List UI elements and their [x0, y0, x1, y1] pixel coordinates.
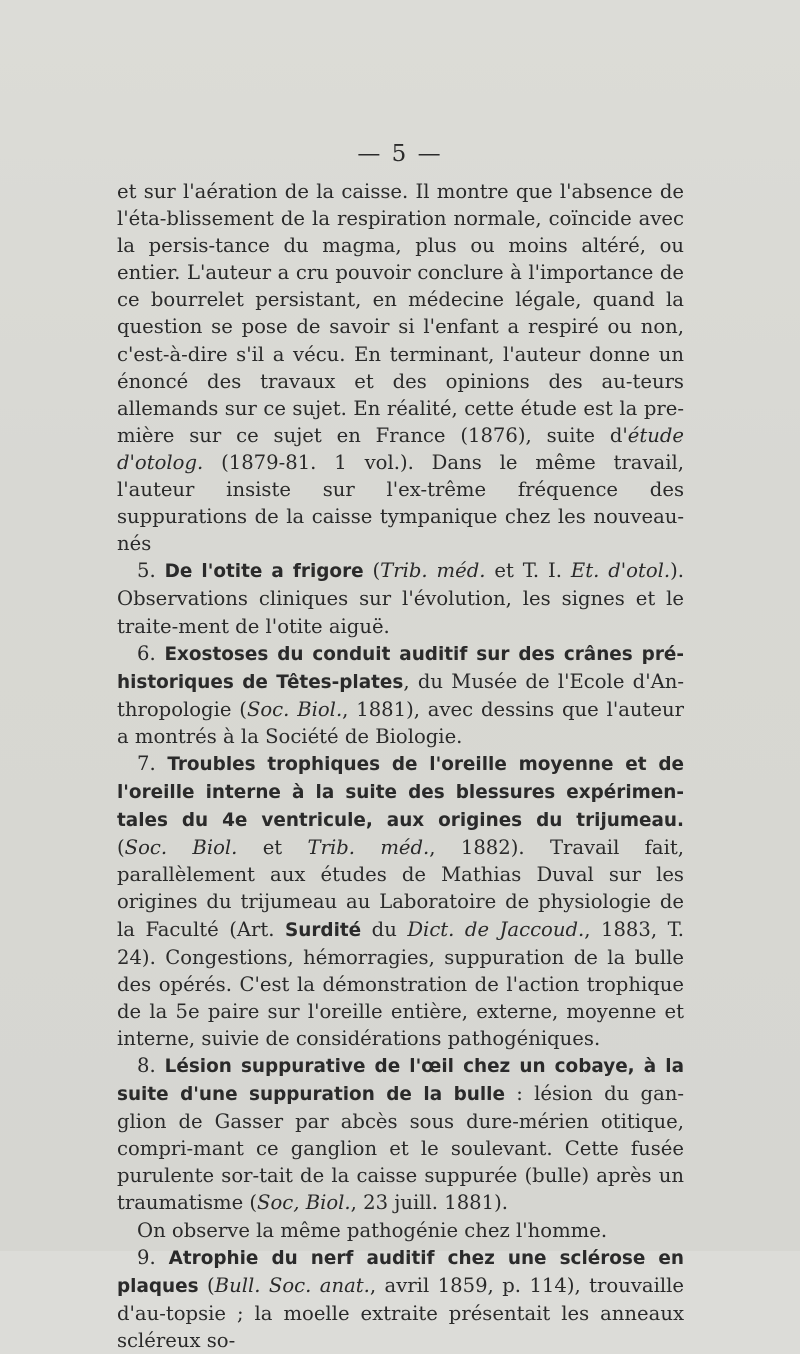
entry-citation: Soc. Biol.	[124, 836, 238, 860]
entry-9: 9. Atrophie du nerf auditif chez une sclérose en plaques (Bull. Soc. anat., avril 1859, p. 114), trouvaille d'au-topsie ; la moelle extraite présentait les anneaux scléreux so-	[117, 1245, 684, 1352]
entry-text: , avril 1859, p. 114), trouvaille d'au-topsie ; la moelle extraite présentait les anneaux scléreux so-	[117, 1273, 684, 1352]
entry-number: 7.	[137, 751, 156, 775]
entry-text: , 1882). Travail fait, parallèlement aux études de Mathias Duval sur les origines du trijumeau au Laboratoire de physiologie de la Faculté (Art.	[117, 836, 684, 941]
paragraph-intro	[117, 178, 684, 557]
entry-title: Troubles trophiques de l'oreille moyenne et de l'oreille interne à la suite des blessures expérimen-tales du 4e ventricule, aux origines du trijumeau.	[117, 753, 684, 832]
entry-8-followup: On observe la même pathogénie chez l'homme.	[137, 1218, 608, 1242]
body-text	[117, 178, 684, 1354]
entry-number: 6.	[137, 641, 156, 665]
entry-5: 5. De l'otite a frigore (Trib. méd. et T. I. Et. d'otol.). Observations cliniques sur l'évolution, les signes et le traite-ment de l'otite aiguë.	[117, 559, 684, 638]
entry-number: 8.	[137, 1054, 156, 1077]
intro-citation: étude d'otolog.	[117, 423, 684, 474]
entry-8	[117, 1052, 684, 1217]
intro-text-end: (1879-81. 1 vol.). Dans le même travail, l'auteur insiste sur l'ex-trême fréquence des suppurations de la caisse tympanique chez les nouveau-nés	[117, 450, 684, 556]
intro-text: et sur l'aération de la caisse. Il montre que l'absence de l'éta-blissement de la respiration normale, coïncide avec la persis-tance du magma, plus ou moins altéré, ou entier. L'auteur a cru pouvoir conclure à l'importance de ce bourrelet persistant, en médecine légale, quand la question se pose de savoir si l'enfant a respiré ou non, c'est-à-dire s'il a vécu. En terminant, l'auteur donne un énoncé des travaux et des opinions des au-teurs allemands sur ce sujet. En réalité, cette étude est la pre-mière sur ce sujet en France (1876), suite d'	[117, 180, 684, 447]
entry-citation: Soc. Biol.	[246, 697, 343, 721]
entry-citation: Trib. méd.	[307, 836, 430, 860]
entry-citation: Et. d'otol.	[570, 559, 671, 583]
entry-title: De l'otite a frigore	[164, 561, 364, 583]
entry-text: , 1881), avec dessins que l'auteur a montrés à la Société de Biologie.	[117, 697, 684, 748]
entry-citation: Dict. de Jaccoud.	[407, 917, 585, 941]
entry-6	[117, 640, 684, 750]
entry-citation: Bull. Soc. anat.	[214, 1273, 370, 1297]
entry-citation: Soc, Biol.	[257, 1191, 351, 1215]
entry-text: , 23 juill. 1881).	[350, 1191, 508, 1215]
entry-text: Observations cliniques sur l'évolution, les signes et le traite-ment de l'otite aiguë.	[117, 587, 684, 638]
entry-title: Lésion suppurative de l'œil chez un cobaye, à la suite d'une suppuration de la bulle	[117, 1056, 684, 1106]
entry-title: Atrophie du nerf auditif chez une sclérose en plaques	[117, 1247, 684, 1297]
entry-7: 7. Troubles trophiques de l'oreille moyenne et de l'oreille interne à la suite des blessures expérimen-tales du 4e ventricule, aux origines du trijumeau. (Soc. Biol. et Trib. méd., 1882). Travail fait, parallèlement aux études de Mathias Duval sur les origines du trijumeau au Laboratoire de physiologie de la Faculté (Art. Surdité du Dict. de Jaccoud., 1883, T. 24). Congestions, hémorragies, suppuration de la bulle des opérés. C'est la démonstration de l'action trophique de la 5e paire sur l'oreille entière, externe, moyenne et interne, suivie de considérations pathogéniques.	[117, 751, 684, 1050]
entry-number: 5.	[137, 559, 156, 583]
entry-number: 9.	[137, 1245, 156, 1269]
entry-text: , 1883, T. 24). Congestions, hémorragies, suppuration de la bulle des opérés. C'est la démonstration de l'action trophique de la 5e paire sur l'oreille entière, externe, moyenne et interne, suivie de considérations pathogéniques.	[117, 917, 684, 1050]
entry-citation: Trib. méd.	[380, 559, 486, 583]
entry-text: , du Musée de l'Ecole d'An-thropologie (	[117, 669, 684, 721]
entry-bold-ref: Surdité	[285, 919, 362, 941]
page-number: — 5 —	[357, 141, 443, 167]
entry-text: : lésion du gan-glion de Gasser par abcès sous dure-mérien otitique, compri-mant ce ganglion et le soulevant. Cette fusée purulente sor-tait de la caisse suppurée (bulle) après un traumatisme (	[117, 1082, 684, 1215]
entry-title: Exostoses du conduit auditif sur des crânes pré-historiques de Têtes-plates	[117, 643, 684, 693]
